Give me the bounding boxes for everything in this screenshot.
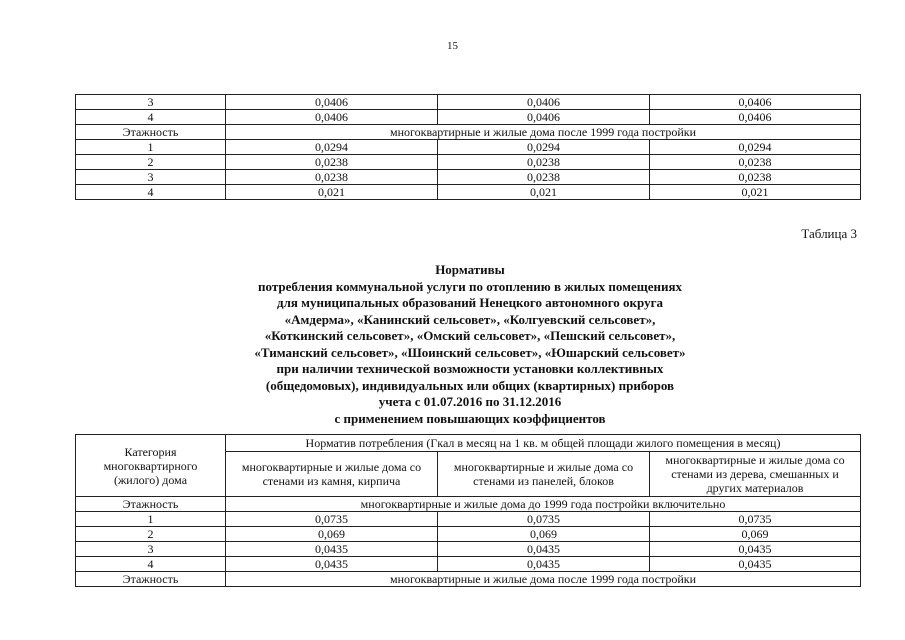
norm-value-cell: 0,021 — [226, 185, 438, 200]
column-header-wood: многоквартирные и жилые дома со стенами из дерева, смешанных и других материалов — [650, 452, 861, 497]
table-row — [76, 95, 861, 110]
norm-value-cell: 0,0406 — [650, 110, 861, 125]
norm-value-cell: 0,0238 — [226, 170, 438, 185]
section-label: Этажность — [76, 125, 226, 140]
norm-value-cell: 0,0238 — [650, 155, 861, 170]
norm-value-cell: 0,0435 — [226, 557, 438, 572]
title-line: потребления коммунальной услуги по отоплению в жилых помещениях — [258, 278, 682, 294]
norm-value-cell: 0,0435 — [650, 557, 861, 572]
section-text: многоквартирные и жилые дома до 1999 года постройки включительно — [226, 497, 861, 512]
section-row — [76, 125, 861, 140]
floor-count-cell: 2 — [76, 155, 226, 170]
title-line: с применением повышающих коэффициентов — [334, 410, 606, 426]
title-line: Нормативы — [435, 262, 505, 277]
norms-title — [150, 262, 790, 427]
norm-value-cell: 0,0238 — [438, 155, 650, 170]
norm-value-cell: 0,0406 — [438, 110, 650, 125]
title-line: учета с 01.07.2016 по 31.12.2016 — [378, 394, 562, 409]
title-line: «Коткинский сельсовет», «Омский сельсовет», «Пешский сельсовет», — [264, 328, 676, 343]
section-row — [76, 572, 861, 587]
norm-value-cell: 0,0435 — [650, 542, 861, 557]
table-row — [76, 557, 861, 572]
column-header-panel: многоквартирные и жилые дома со стенами из панелей, блоков — [438, 452, 650, 497]
floor-count-cell: 3 — [76, 170, 226, 185]
table-row — [76, 512, 861, 527]
section-label: Этажность — [76, 572, 226, 587]
top-norms-table-body — [76, 95, 861, 200]
norm-header: Норматив потребления (Гкал в месяц на 1 кв. м общей площади жилого помещения в месяц) — [226, 435, 861, 452]
table-row — [76, 140, 861, 155]
table-row — [76, 542, 861, 557]
norm-value-cell: 0,0435 — [226, 542, 438, 557]
title-line: (общедомовых), индивидуальных или общих (квартирных) приборов — [265, 377, 675, 393]
section-text: многоквартирные и жилые дома после 1999 года постройки — [226, 125, 861, 140]
title-line: «Амдерма», «Канинский сельсовет», «Колгуевский сельсовет», — [284, 311, 656, 327]
norm-value-cell: 0,069 — [438, 527, 650, 542]
norm-value-cell: 0,0435 — [438, 557, 650, 572]
category-header: Категория многоквартирного (жилого) дома — [76, 435, 226, 497]
table-caption: Таблица 3 — [801, 226, 857, 241]
norm-value-cell: 0,069 — [650, 527, 861, 542]
table-row — [76, 110, 861, 125]
norm-value-cell: 0,0406 — [438, 95, 650, 110]
floor-count-cell: 4 — [76, 185, 226, 200]
norm-value-cell: 0,0294 — [438, 140, 650, 155]
section-row — [76, 497, 861, 512]
norm-value-cell: 0,0406 — [226, 110, 438, 125]
norm-value-cell: 0,0238 — [226, 155, 438, 170]
floor-count-cell: 1 — [76, 512, 226, 527]
title-line: для муниципальных образований Ненецкого автономного округа — [277, 295, 663, 310]
page-number: 15 — [447, 40, 458, 52]
table-row — [76, 155, 861, 170]
column-header-stone: многоквартирные и жилые дома со стенами из камня, кирпича — [226, 452, 438, 497]
norm-value-cell: 0,0735 — [438, 512, 650, 527]
norm-value-cell: 0,021 — [438, 185, 650, 200]
table-row — [76, 185, 861, 200]
section-text: многоквартирные и жилые дома после 1999 года постройки — [226, 572, 861, 587]
norm-value-cell: 0,069 — [226, 527, 438, 542]
main-norms-table-body — [76, 497, 861, 587]
floor-count-cell: 4 — [76, 110, 226, 125]
norm-value-cell: 0,0238 — [650, 170, 861, 185]
floor-count-cell: 2 — [76, 527, 226, 542]
floor-count-cell: 3 — [76, 95, 226, 110]
norm-value-cell: 0,0294 — [226, 140, 438, 155]
table-row — [76, 527, 861, 542]
norm-value-cell: 0,0294 — [650, 140, 861, 155]
norm-value-cell: 0,0735 — [650, 512, 861, 527]
table-row — [76, 170, 861, 185]
floor-count-cell: 3 — [76, 542, 226, 557]
title-line: при наличии технической возможности установки коллективных — [276, 361, 664, 376]
norm-value-cell: 0,0435 — [438, 542, 650, 557]
main-norms-table — [75, 434, 861, 587]
floor-count-cell: 4 — [76, 557, 226, 572]
floor-count-cell: 1 — [76, 140, 226, 155]
top-norms-table — [75, 94, 861, 200]
norm-value-cell: 0,0406 — [226, 95, 438, 110]
norm-value-cell: 0,0406 — [650, 95, 861, 110]
title-line: «Тиманский сельсовет», «Шоинский сельсовет», «Юшарский сельсовет» — [254, 344, 686, 360]
norm-value-cell: 0,0735 — [226, 512, 438, 527]
section-label: Этажность — [76, 497, 226, 512]
norm-value-cell: 0,021 — [650, 185, 861, 200]
norm-value-cell: 0,0238 — [438, 170, 650, 185]
